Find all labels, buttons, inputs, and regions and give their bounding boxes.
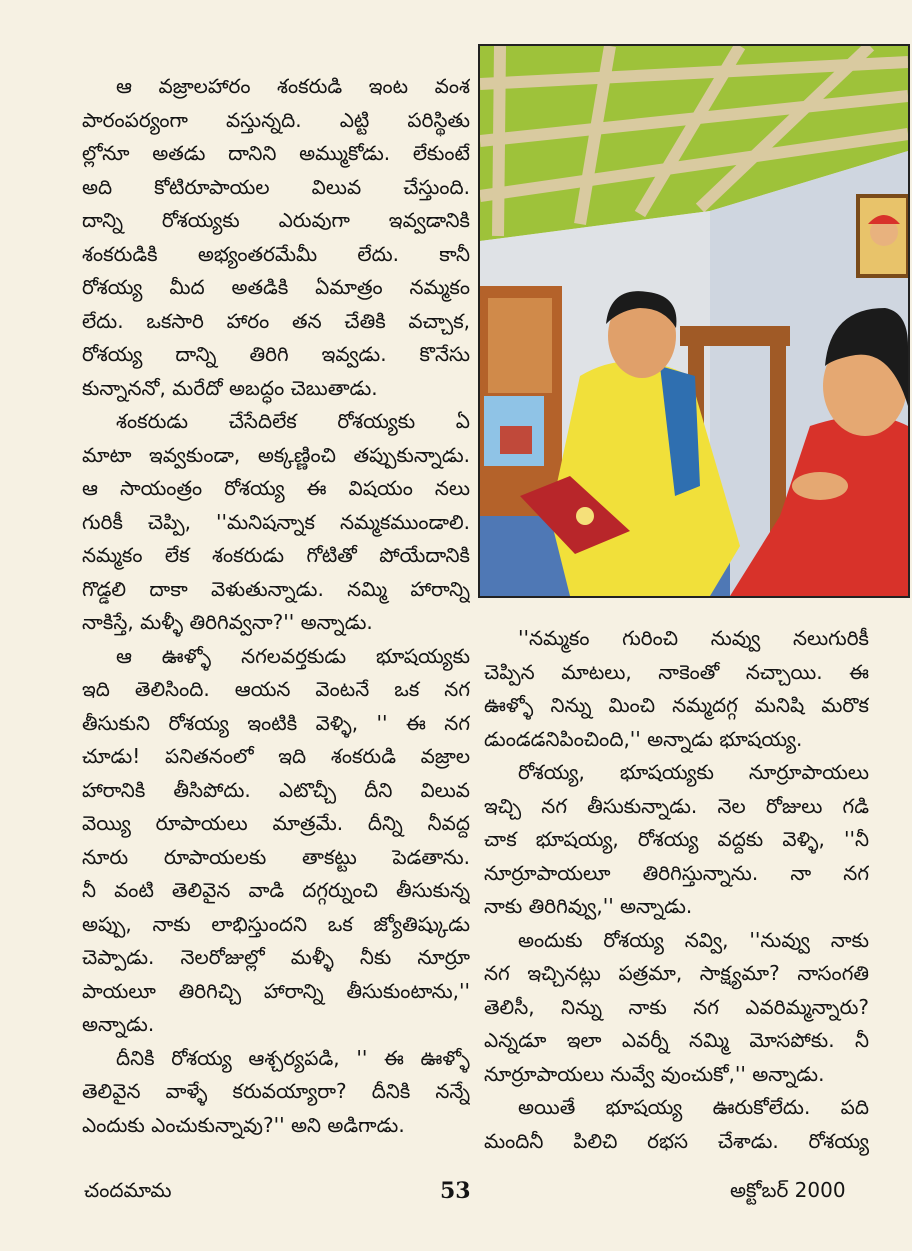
text-line: నాకు తిరిగివ్వు,'' అన్నాడు. bbox=[484, 894, 693, 918]
text-line: చాక భూషయ్య, రోశయ్య వద్దకు వెళ్ళి, ''నీ bbox=[484, 827, 869, 851]
text-line: దాన్ని రోశయ్యకు ఎరువుగా ఇవ్వడానికి bbox=[82, 208, 470, 232]
text-line: ఎన్నడూ ఇలా ఎవర్నీ నమ్మి మోసపోకు. నీ bbox=[484, 1028, 869, 1052]
story-illustration bbox=[478, 44, 910, 598]
issue-date: అక్టోబర్ 2000 bbox=[730, 1178, 846, 1202]
text-line: ఆ సాయంత్రం రోశయ్య ఈ విషయం నలు bbox=[82, 476, 470, 500]
text-line: తీసుకుని రోశయ్య ఇంటికి వెళ్ళి, '' ఈ నగ bbox=[82, 710, 470, 735]
text-line: మందినీ పిలిచి రభస చేశాడు. రోశయ్య bbox=[484, 1128, 869, 1153]
text-line: శంకరుడికి అభ్యంతరమేమీ లేదు. కానీ bbox=[82, 241, 470, 266]
text-line: నూర్రూపాయలు నువ్వే వుంచుకో,'' అన్నాడు. bbox=[484, 1061, 825, 1086]
text-line: హారానికి తీసిపోదు. ఎటొచ్చీ దీని విలువ bbox=[82, 777, 470, 802]
chair-top bbox=[680, 326, 790, 346]
text-line: రోశయ్య దాన్ని తిరిగి ఇవ్వడు. కొనేసు bbox=[82, 342, 470, 366]
text-line: అందుకు రోశయ్య నవ్వి, ''నువ్వు నాకు bbox=[518, 927, 869, 952]
gesturing-hand bbox=[792, 472, 848, 500]
door-panel bbox=[488, 298, 552, 393]
text-line: నగ ఇచ్చినట్లు పత్రమా, సాక్ష్యమా? నాసంగతి bbox=[484, 961, 869, 985]
page-number: 53 bbox=[440, 1178, 471, 1204]
text-line: ఇచ్చి నగ తీసుకున్నాడు. నెల రోజులు గడి bbox=[484, 793, 869, 818]
text-line: చెప్పిన మాటలు, నాకెంతో నచ్చాయి. ఈ bbox=[484, 659, 869, 684]
text-line: గురికీ చెప్పి, ''మనిషన్నాక నమ్మకముండాలి. bbox=[82, 509, 470, 534]
text-line: చూడు! పనితనంలో ఇది శంకరుడి వజ్రాల bbox=[82, 744, 470, 768]
text-line: అయితే భూషయ్య ఊరుకోలేదు. పది bbox=[518, 1095, 869, 1119]
text-line: నీ వంటి తెలివైన వాడి దగ్గర్నుంచి తీసుకున్న bbox=[82, 878, 470, 902]
text-line: అది కోటిరూపాయల విలువ చేస్తుంది. bbox=[82, 174, 470, 199]
text-line: లేదు. ఒకసారి హారం తన చేతికి వచ్చాక, bbox=[82, 308, 470, 333]
text-line: ల్లోనూ అతడు దానిని అమ్ముకోడు. లేకుంటే bbox=[82, 141, 470, 165]
text-line: ''నమ్మకం గురించి నువ్వు నలుగురికీ bbox=[518, 626, 869, 650]
window-house bbox=[500, 426, 532, 454]
text-line: తెలిసీ, నిన్ను నాకు నగ ఎవరిమ్మన్నారు? bbox=[484, 994, 869, 1019]
text-line: అప్పు, నాకు లాభిస్తుందని ఒక జ్యోతిష్కుడు bbox=[82, 911, 470, 936]
text-line: రోశయ్య, భూషయ్యకు నూర్రూపాయలు bbox=[518, 760, 869, 784]
text-line: తెలివైన వాళ్ళే కరువయ్యారా? దీనికి నన్నే bbox=[82, 1079, 470, 1103]
left-text-column bbox=[82, 70, 470, 1142]
text-line: పాయలూ తిరిగిచ్చి హారాన్ని తీసుకుంటాను,'' bbox=[82, 978, 470, 1003]
text-line: శంకరుడు చేసేదిలేక రోశయ్యకు ఏ bbox=[116, 409, 470, 433]
text-line: వెయ్యి రూపాయలు మాత్రమే. దీన్ని నీవద్ద bbox=[82, 811, 470, 835]
text-line: పారంపర్యంగా వస్తున్నది. ఎట్టి పరిస్థితు bbox=[82, 107, 470, 132]
necklace bbox=[576, 507, 594, 525]
page-footer bbox=[0, 1178, 912, 1208]
text-line: ఆ ఊళ్ళో నగలవర్తకుడు భూషయ్యకు bbox=[116, 643, 470, 668]
text-line: నాకిస్తే, మళ్ళీ తిరిగివ్వనా?'' అన్నాడు. bbox=[82, 610, 373, 634]
text-line: అన్నాడు. bbox=[82, 1012, 155, 1036]
text-line: గొడ్డలి దాకా వెళుతున్నాడు. నమ్మి హారాన్ని bbox=[82, 576, 470, 601]
text-line: దీనికి రోశయ్య ఆశ్చర్యపడి, '' ఈ ఊళ్ళో bbox=[116, 1045, 470, 1070]
text-line: మాటా ఇవ్వకుండా, అక్కణ్ణించి తప్పుకున్నాడు. bbox=[82, 442, 470, 467]
text-line: నూరు రూపాయలకు తాకట్టు పెడతాను. bbox=[82, 844, 470, 869]
text-line: ఆ వజ్రాలహారం శంకరుడి ఇంట వంశ bbox=[116, 74, 470, 98]
text-line: డుండడనిపించింది,'' అన్నాడు భూషయ్య. bbox=[484, 726, 803, 751]
text-line: రోశయ్య మీద అతడికి ఏమాత్రం నమ్మకం bbox=[82, 275, 470, 299]
text-line: ఇది తెలిసింది. ఆయన వెంటనే ఒక నగ bbox=[82, 677, 470, 701]
text-line: ఊళ్ళో నిన్ను మించి నమ్మదగ్గ మనిషి మరొక bbox=[484, 693, 869, 717]
text-line: ఎందుకు ఎంచుకున్నావు?'' అని అడిగాడు. bbox=[82, 1112, 405, 1137]
text-line: చెప్పాడు. నెలరోజుల్లో మళ్ళీ నీకు నూర్రూ bbox=[82, 945, 470, 969]
right-text-column bbox=[484, 622, 869, 1158]
illustration-drawing bbox=[480, 46, 908, 596]
text-line: నూర్రూపాయలూ తిరిగిస్తున్నాను. నా నగ bbox=[484, 860, 869, 885]
text-line: కున్నాననో, మరేదో అబద్ధం చెబుతాడు. bbox=[82, 375, 378, 400]
magazine-name: చందమామ bbox=[84, 1178, 172, 1202]
text-line: నమ్మకం లేక శంకరుడు గోటితో పోయేదానికి bbox=[82, 543, 470, 567]
